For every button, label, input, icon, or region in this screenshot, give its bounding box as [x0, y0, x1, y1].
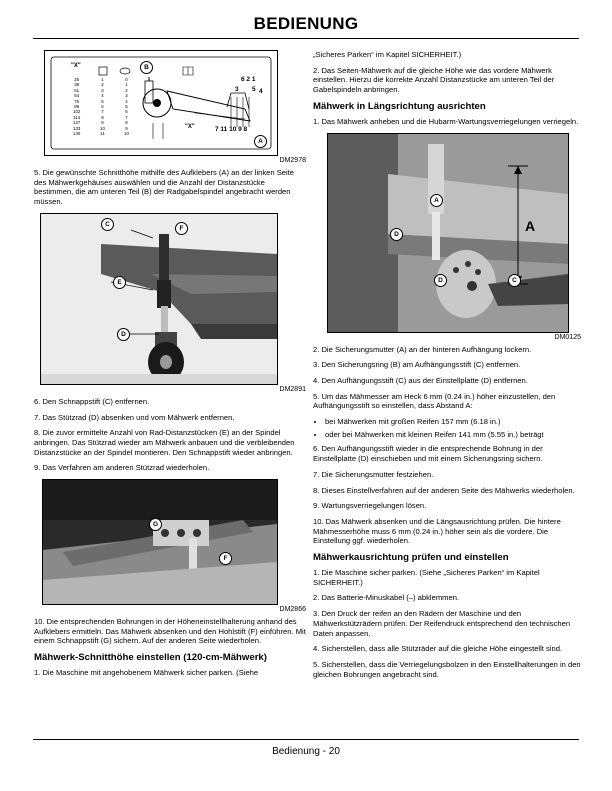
figure-dm2866 — [42, 479, 278, 605]
page-title: BEDIENUNG — [253, 14, 359, 33]
table-cell: 89 — [74, 104, 80, 110]
callout-e: E — [113, 276, 126, 289]
callout-g: G — [149, 518, 162, 531]
callout-a: A — [254, 135, 267, 148]
number-4: 4 — [259, 88, 263, 95]
figure-code: DM2891 — [279, 385, 306, 393]
align-step-1: 1. Das Mähwerk anheben und die Hubarm-Wartungsverriegelungen verriegeln. — [313, 116, 579, 126]
callout-f: F — [219, 552, 232, 565]
number-3: 3 — [235, 86, 239, 93]
table-cell: 133 — [73, 125, 81, 131]
align-step-3: 3. Den Sicherungsring (B) am Aufhängungsstift (C) entfernen. — [313, 360, 521, 370]
align-step-10: 10. Das Mähwerk absenken und die Längsausrichtung prüfen. Die hintere Mähmesserhöhe muss 6 mm (0.24 in.) höher sein als die vordere. Die Einstellung ggf. wiederholen. — [313, 516, 561, 546]
align-step-6: 6. Den Aufhängungsstift wieder in die entsprechende Bohrung in der Einstellplatte (D) einschieben und mit einem Sicherungsring sichern. — [313, 444, 543, 464]
step-2: 2. Das Seiten-Mähwerk auf die gleiche Höhe wie das vordere Mähwerk einstellen. Hierzu die korrekte Anzahl Distanzstücke am unteren Teil der Gabelspindeln anbringen. — [313, 65, 555, 95]
table-cell: 11 — [100, 131, 105, 137]
numbers-top: 6 2 1 — [241, 76, 256, 83]
height-bracket-photo — [43, 480, 277, 604]
callout-b: B — [140, 61, 153, 74]
table-cell: 127 — [73, 120, 81, 126]
figure-code: DM0125 — [554, 333, 581, 341]
align-step-5: 5. Um das Mähmesser am Heck 6 mm (0.24 in.) höher einzustellen, den Aufhängungsstift so einstellen, dass Abstand A: — [313, 391, 556, 411]
table-cell: 7 — [101, 109, 104, 115]
spacer-column-a — [100, 77, 105, 136]
table-cell: 3 — [101, 87, 104, 93]
x-label-left: "X" — [71, 63, 81, 69]
table-cell: 3 — [125, 93, 128, 99]
page-footer: Bedienung - 20 — [272, 746, 340, 757]
right-column — [313, 50, 581, 685]
figure-dm2891 — [40, 213, 278, 385]
table-cell: 1 — [125, 82, 128, 88]
table-cell: 6 — [101, 104, 104, 110]
table-cell: 2 — [101, 82, 104, 88]
figure-dm0125 — [327, 133, 569, 333]
table-cell: 0 — [125, 77, 128, 82]
table-cell: 76 — [74, 98, 80, 104]
height-column — [73, 77, 80, 136]
callout-d: D — [117, 328, 130, 341]
table-cell: 8 — [125, 120, 128, 126]
list-item: • oder bei Mähwerken mit kleinen Reifen 141 mm (5.55 in.) beträgt — [325, 430, 581, 440]
table-cell: 102 — [73, 109, 81, 115]
step-5: 5. Die gewünschte Schnitthöhe mithilfe des Aufklebers (A) an der linken Seite des Mähwerkgehäuses auswählen und die Anzahl der Distanzstücke bestimmen, die am unteren Teil (B) der Radgabelspindel angebracht werden müssen. — [34, 168, 295, 207]
numbers-bottom: 7 11 10 9 8 — [215, 126, 248, 133]
footer-rule — [33, 739, 579, 740]
table-cell: 10 — [124, 131, 129, 137]
table-cell: 25 — [74, 77, 80, 82]
section-heading: Mähwerk in Längsrichtung ausrichten — [313, 100, 486, 112]
callout-d: D — [390, 228, 403, 241]
align-step-7: 7. Die Sicherungsmutter festziehen. — [313, 469, 434, 479]
table-cell: 4 — [101, 93, 104, 99]
align-step-9: 9. Wartungsverriegelungen lösen. — [313, 501, 427, 511]
section-heading: Mähwerk-Schnitthöhe einstellen (120-cm-Mähwerk) — [34, 652, 267, 664]
check-step-2: 2. Das Batterie-Minuskabel (–) abklemmen. — [313, 593, 460, 603]
figure-code: DM2978 — [279, 157, 306, 164]
check-step-1: 1. Die Maschine sicher parken. (Siehe „Sicheres Parken“ im Kapitel SICHERHEIT.) — [313, 568, 540, 587]
x-label-right: "X" — [185, 124, 195, 130]
step-7: 7. Das Stützrad (D) absenken und vom Mähwerk entfernen. — [34, 412, 235, 422]
check-step-5: 5. Sicherstellen, dass die Verriegelungsbolzen in den Einstellhalterungen in den gleichen Bohrungen angebracht sind. — [313, 659, 581, 679]
dimension-label: A — [525, 217, 536, 234]
align-step-4: 4. Den Aufhängungsstift (C) aus der Einstellplatte (D) entfernen. — [313, 375, 528, 385]
step-1: 1. Die Maschine mit angehobenem Mähwerk sicher parken. (Siehe — [34, 668, 259, 678]
figure-dm2978 — [44, 50, 278, 156]
spacer-column-b — [124, 77, 129, 136]
callout-c: C — [101, 218, 114, 231]
table-cell: 9 — [101, 120, 104, 126]
callout-d: D — [434, 274, 447, 287]
check-step-4: 4. Sicherstellen, dass alle Stützräder auf die gleiche Höhe eingestellt sind. — [313, 644, 563, 654]
distance-list — [313, 417, 581, 439]
table-cell: 6 — [125, 109, 128, 115]
table-cell: 140 — [73, 131, 81, 137]
align-step-8: 8. Dieses Einstellverfahren auf der anderen Seite des Mähwerks wiederholen. — [313, 485, 575, 495]
table-cell: 51 — [74, 87, 80, 93]
table-cell: 38 — [74, 82, 80, 88]
callout-f: F — [175, 222, 188, 235]
table-cell: 10 — [100, 125, 105, 131]
table-cell: 5 — [125, 104, 128, 110]
continued-text: „Sicheres Parken“ im Kapitel SICHERHEIT.) — [313, 50, 462, 59]
table-cell: 7 — [125, 114, 128, 120]
step-6: 6. Den Schnappstift (C) entfernen. — [34, 396, 150, 406]
table-cell: 1 — [101, 77, 104, 82]
list-item: • bei Mähwerken mit großen Reifen 157 mm (6.18 in.) — [325, 417, 581, 427]
section-heading: Mähwerkausrichtung prüfen und einstellen — [313, 552, 509, 564]
table-cell: 114 — [73, 114, 81, 120]
callout-a: A — [430, 194, 443, 207]
header-rule — [33, 38, 579, 39]
caster-wheel-photo — [41, 214, 277, 384]
table-cell: 64 — [74, 93, 80, 99]
check-step-3: 3. Den Druck der reifen an den Rädern der Maschine und den Mähwerkstützrädern prüfen. Der Reifendruck entsprechend den technischen Daten anpassen. — [313, 609, 571, 638]
left-column — [34, 50, 306, 684]
step-8: 8. Die zuvor ermittelte Anzahl von Rad-Distanzstücken (E) an der Spindel anbringen. Das Stützrad wieder am Mähwerk anbauen und die verbleibenden Distanzstücke an der Spindel montieren. Den Schnappstift wieder anbringen. — [34, 428, 295, 457]
step-9: 9. Das Verfahren am anderen Stützrad wiederholen. — [34, 463, 210, 473]
table-cell: 4 — [125, 98, 128, 104]
number-5: 5 — [252, 86, 256, 93]
table-cell: 5 — [101, 98, 104, 104]
table-cell: 2 — [125, 87, 128, 93]
table-cell: 8 — [101, 114, 104, 120]
step-10: 10. Die entsprechenden Bohrungen in der Höheneinstellhalterung anhand des Aufklebers ermitteln. Das Mähwerk absenken und den Hohlstift (F) einführen. Mit einem Schnappstift (G) sichern. Auf der anderen Seite wiederholen. — [34, 617, 306, 646]
align-step-2: 2. Die Sicherungsmutter (A) an der hinteren Aufhängung lockern. — [313, 344, 532, 354]
callout-c: C — [508, 274, 521, 287]
table-cell: 9 — [125, 125, 128, 131]
figure-code: DM2866 — [279, 606, 306, 614]
